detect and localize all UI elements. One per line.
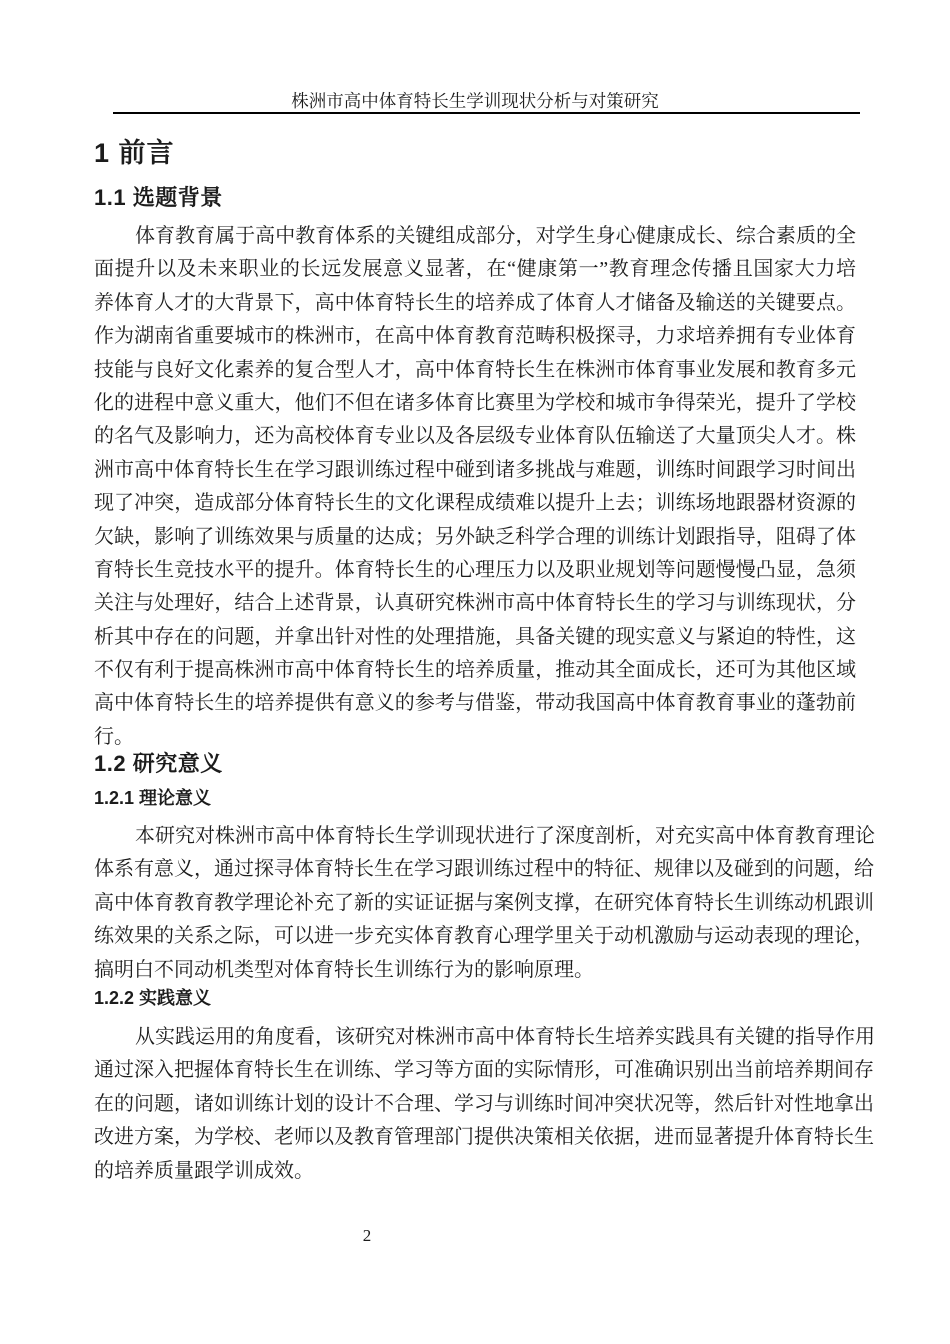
- paragraph-line: 析其中存在的问题，并拿出针对性的处理措施，具备关键的现实意义与紧迫的特性，这: [94, 625, 856, 648]
- paragraph-line: 在的问题，诸如训练计划的设计不合理、学习与训练时间冲突状况等，然后针对性地拿出: [94, 1092, 874, 1115]
- paragraph-line: 改进方案，为学校、老师以及教育管理部门提供决策相关依据，进而显著提升体育特长生: [94, 1126, 874, 1149]
- paragraph-line: 养体育人才的大背景下，高中体育特长生的培养成了体育人才储备及输送的关键要点。: [94, 291, 856, 314]
- paragraph-line: 高中体育特长生的培养提供有意义的参考与借鉴，带动我国高中体育教育事业的蓬勃前: [94, 692, 856, 715]
- heading-section-1-2-2: 1.2.2 实践意义: [94, 988, 212, 1008]
- paragraph-line: 育特长生竞技水平的提升。体育特长生的心理压力以及职业规划等问题慢慢凸显，急须: [94, 558, 856, 581]
- paragraph-line: 作为湖南省重要城市的株洲市，在高中体育教育范畴积极探寻，力求培养拥有专业体育: [94, 325, 856, 348]
- paragraph-line: 通过深入把握体育特长生在训练、学习等方面的实际情形，可准确识别出当前培养期间存: [94, 1059, 874, 1082]
- paragraph-practice-significance: [94, 1021, 875, 1188]
- heading-chapter-1: 1 前言: [94, 138, 175, 168]
- heading-section-1-2-1: 1.2.1 理论意义: [94, 788, 212, 808]
- heading-section-1-1: 1.1 选题背景: [94, 185, 223, 210]
- paragraph-line: 行。: [94, 725, 134, 748]
- paragraph-line: 练效果的关系之际，可以进一步充实体育教育心理学里关于动机激励与运动表现的理论，: [94, 925, 874, 948]
- heading-section-1-2: 1.2 研究意义: [94, 751, 223, 776]
- paragraph-line: 从实践运用的角度看，该研究对株洲市高中体育特长生培养实践具有关键的指导作用: [135, 1026, 875, 1048]
- paragraph-line: 现了冲突，造成部分体育特长生的文化课程成绩难以提升上去；训练场地跟器材资源的: [94, 492, 856, 515]
- page-number: 2: [362, 1226, 372, 1245]
- paragraph-line: 洲市高中体育特长生在学习跟训练过程中碰到诸多挑战与难题，训练时间跟学习时间出: [94, 458, 856, 481]
- paragraph-line: 化的进程中意义重大，他们不但在诸多体育比赛里为学校和城市争得荣光，提升了学校: [94, 391, 856, 414]
- paragraph-background: [94, 220, 856, 754]
- paragraph-line: 不仅有利于提高株洲市高中体育特长生的培养质量，推动其全面成长，还可为其他区域: [94, 659, 856, 682]
- paragraph-line: 高中体育教育教学理论补充了新的实证证据与案例支撑，在研究体育特长生训练动机跟训: [94, 891, 874, 914]
- paragraph-line: 的名气及影响力，还为高校体育专业以及各层级专业体育队伍输送了大量顶尖人才。株: [94, 425, 856, 448]
- paragraph-line: 面提升以及未来职业的长远发展意义显著，在“健康第一”教育理念传播且国家大力培: [94, 258, 856, 281]
- paragraph-line: 体系有意义，通过探寻体育特长生在学习跟训练过程中的特征、规律以及碰到的问题，给: [94, 858, 874, 881]
- paragraph-line: 本研究对株洲市高中体育特长生学训现状进行了深度剖析，对充实高中体育教育理论: [135, 825, 875, 847]
- paragraph-line: 体育教育属于高中教育体系的关键组成部分，对学生身心健康成长、综合素质的全: [135, 225, 856, 247]
- paragraph-line: 技能与良好文化素养的复合型人才，高中体育特长生在株洲市体育事业发展和教育多元: [94, 358, 856, 381]
- paragraph-theory-significance: [94, 820, 875, 987]
- header-rule: [113, 112, 860, 114]
- paragraph-line: 搞明白不同动机类型对体育特长生训练行为的影响原理。: [94, 958, 594, 981]
- paragraph-line: 关注与处理好，结合上述背景，认真研究株洲市高中体育特长生的学习与训练现状，分: [94, 592, 856, 615]
- paragraph-line: 的培养质量跟学训成效。: [94, 1159, 314, 1182]
- running-header-title: 株洲市高中体育特长生学训现状分析与对策研究: [291, 91, 659, 111]
- paragraph-line: 欠缺，影响了训练效果与质量的达成；另外缺乏科学合理的训练计划跟指导，阻碍了体: [94, 525, 856, 548]
